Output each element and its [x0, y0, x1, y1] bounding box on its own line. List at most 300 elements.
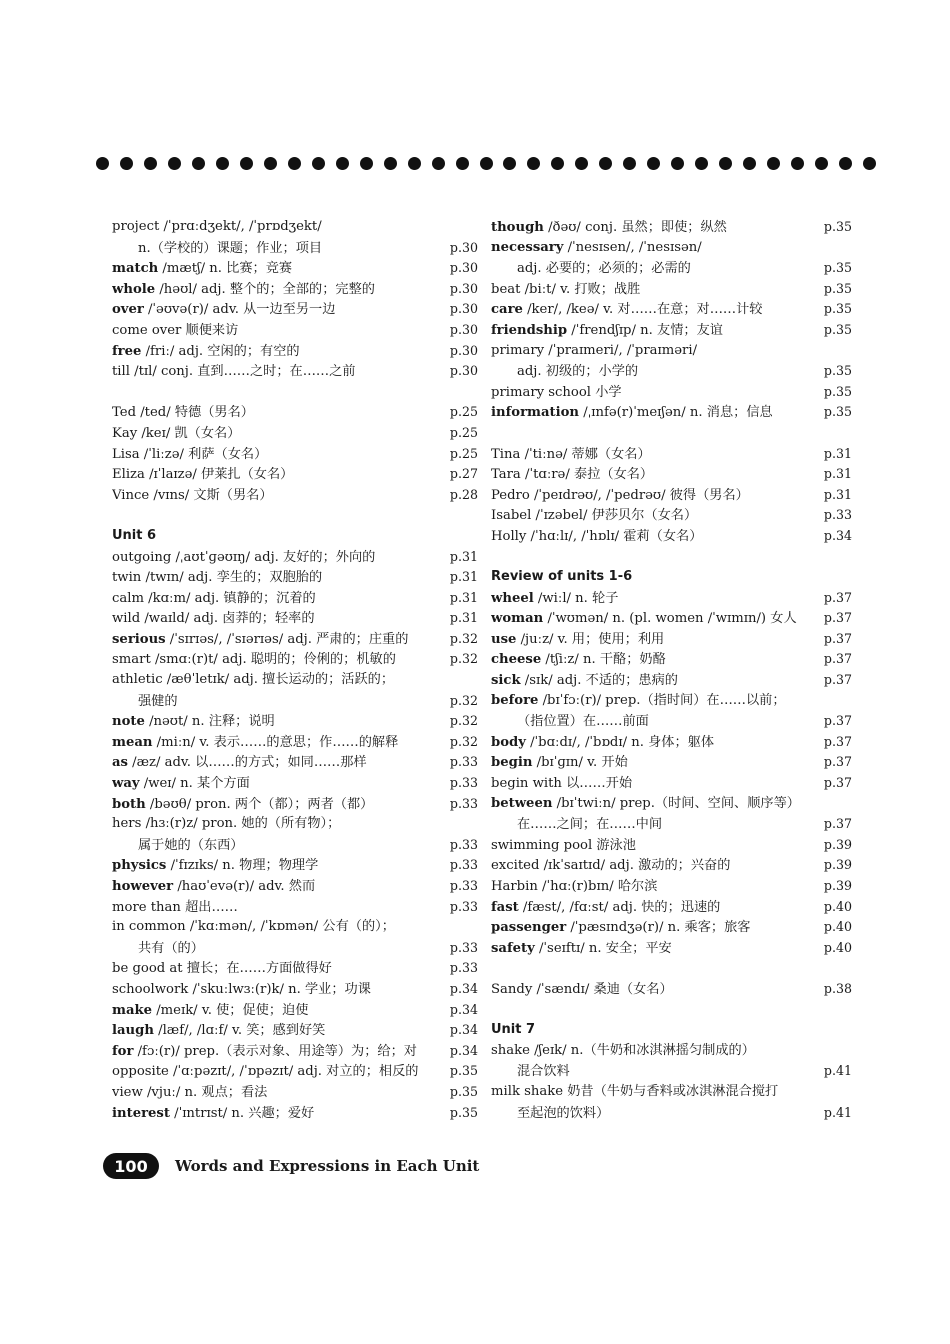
- entry-text: [491, 918, 822, 939]
- page-ref: p.37: [823, 630, 852, 646]
- vocab-entry: [112, 299, 478, 320]
- entry-continuation: [112, 938, 478, 959]
- page-ref: p.30: [449, 239, 478, 255]
- vocab-entry: [112, 752, 478, 773]
- page-ref: p.32: [449, 733, 478, 749]
- entry-continuation: [491, 361, 852, 382]
- headword: wild: [112, 611, 141, 627]
- entry-text: [491, 856, 822, 877]
- headword: before: [491, 692, 539, 708]
- vocab-entry: [112, 423, 478, 444]
- definition: 游泳池: [592, 837, 636, 853]
- entry-text: [491, 527, 822, 548]
- page-ref: p.33: [449, 754, 478, 770]
- vocab-entry: [112, 217, 478, 238]
- definition: /bɪˈɡɪn/ v. 开始: [532, 755, 628, 771]
- definition: /ˈtɑːrə/ 泰拉（女名）: [520, 467, 654, 483]
- headword: note: [112, 714, 145, 730]
- vocab-entry: [112, 1000, 478, 1021]
- definition: /ˈwʊmən/ n. (pl. women /ˈwɪmɪn/) 女人: [543, 611, 797, 627]
- vocab-entry: [112, 629, 478, 650]
- entry-continuation-text: 共有（的）: [138, 940, 204, 956]
- headword: Eliza: [112, 467, 145, 483]
- page-ref: p.30: [449, 280, 478, 296]
- definition: /bəʊθ/ pron. 两个（都）；两者（都）: [145, 796, 374, 812]
- vocab-entry: [112, 1041, 478, 1062]
- entry-text: [491, 383, 822, 404]
- headword: begin with: [491, 776, 562, 792]
- vocab-entry: [112, 485, 478, 506]
- headword: passenger: [491, 920, 567, 936]
- page-ref: p.35: [823, 260, 852, 276]
- vocab-entry: [112, 1061, 478, 1082]
- entry-continuation: [491, 1103, 852, 1124]
- headword: schoolwork: [112, 981, 189, 997]
- page-ref: p.37: [823, 775, 852, 791]
- page-ref: p.33: [449, 939, 478, 955]
- headword: twin: [112, 570, 142, 586]
- headword: outgoing: [112, 549, 172, 565]
- definition: /sɪk/ adj. 不适的；患病的: [520, 673, 678, 689]
- vocab-entry: [491, 897, 852, 918]
- vocab-entry: [112, 876, 478, 897]
- definition: /ˈhɑːlɪ/, /ˈhɒlɪ/ 霍莉（女名）: [526, 528, 703, 544]
- definition: /æθˈletɪk/ adj. 擅长运动的；活跃的；: [162, 672, 395, 688]
- entry-text: [112, 856, 448, 877]
- vocab-entry: [491, 979, 852, 1000]
- entry-text: [491, 609, 822, 630]
- definition: /ˈsɪrɪəs/, /ˈsɪərɪəs/ adj. 严肃的；庄重的: [165, 631, 409, 647]
- page-ref: p.32: [449, 651, 478, 667]
- entry-text: [112, 630, 448, 651]
- page-ref: p.34: [449, 980, 478, 996]
- headword: till: [112, 364, 130, 380]
- headword: Tara: [491, 467, 521, 483]
- vocab-entry: [112, 814, 478, 835]
- entry-text: [112, 589, 448, 610]
- divider-dot: [815, 157, 828, 170]
- definition: 以……开始: [561, 776, 633, 792]
- entry-text: [112, 795, 448, 816]
- entry-text: [112, 403, 448, 424]
- entry-text: [112, 774, 448, 795]
- headword: over: [112, 302, 144, 318]
- page-ref: p.32: [449, 630, 478, 646]
- entry-text: [491, 238, 822, 259]
- vocab-entry: [112, 897, 478, 918]
- divider-dot: [240, 157, 253, 170]
- divider-dot: [264, 157, 277, 170]
- definition: /wiːl/ n. 轮子: [533, 590, 619, 606]
- entry-text: [491, 691, 822, 712]
- headword: more than: [112, 899, 181, 915]
- entry-text: [491, 980, 822, 1001]
- definition: /fɔː(r)/ prep.（表示对象、用途等）为；给；对: [133, 1043, 417, 1059]
- definition: /læf/, /lɑːf/ v. 笑；感到好笑: [153, 1023, 326, 1039]
- page-ref: p.33: [449, 795, 478, 811]
- vocab-entry: [112, 279, 478, 300]
- entry-text: [112, 1001, 448, 1022]
- vocab-entry: [112, 979, 478, 1000]
- definition: /ˈnesɪsen/, /ˈnesɪsən/: [563, 239, 702, 255]
- page-ref: p.25: [449, 445, 478, 461]
- entry-text: [491, 218, 822, 239]
- vocab-entry: [491, 876, 852, 897]
- headword: swimming pool: [491, 837, 593, 853]
- headword: laugh: [112, 1023, 154, 1039]
- headword: Holly: [491, 528, 527, 544]
- definition: /weɪ/ n. 某个方面: [139, 776, 250, 792]
- page-ref: p.30: [449, 363, 478, 379]
- entry-text: [491, 280, 822, 301]
- definition: /ted/ 特德（男名）: [136, 405, 254, 421]
- entry-text: [112, 465, 448, 486]
- entry-text: [112, 362, 448, 383]
- vocab-entry: [112, 547, 478, 568]
- vocab-entry: [112, 649, 478, 670]
- entry-text: [491, 877, 822, 898]
- definition: /ˌaʊtˈɡəʊɪŋ/ adj. 友好的；外向的: [171, 549, 376, 565]
- vocab-entry: [491, 464, 852, 485]
- divider-dot: [503, 157, 516, 170]
- dotted-divider: [96, 152, 876, 174]
- spacer: [491, 547, 852, 568]
- headword: athletic: [112, 672, 163, 688]
- page-ref: p.30: [449, 260, 478, 276]
- section-heading-text: Unit 6: [112, 527, 157, 543]
- headword: Isabel: [491, 508, 532, 524]
- headword: as: [112, 755, 128, 771]
- entry-text: [112, 280, 448, 301]
- definition: 奶昔（牛奶与香料或冰淇淋混合搅打: [563, 1083, 779, 1099]
- definition: /ˌɪnfə(r)ˈmeɪʃən/ n. 消息；信息: [579, 405, 773, 421]
- entry-continuation-text: adj. 必要的；必须的；必需的: [517, 261, 691, 277]
- entry-text: [112, 733, 448, 754]
- definition: /juːz/ v. 用；使用；利用: [516, 631, 665, 647]
- entry-text: [112, 609, 448, 630]
- headword: Pedro: [491, 487, 530, 503]
- vocab-entry: [491, 732, 852, 753]
- entry-text: [491, 445, 822, 466]
- headword: wheel: [491, 590, 534, 606]
- vocab-entry: [112, 917, 478, 938]
- vocab-entry: [112, 855, 478, 876]
- vocab-entry: [112, 444, 478, 465]
- headword: view: [112, 1084, 143, 1100]
- divider-dot: [743, 157, 756, 170]
- vocab-entry: [491, 299, 852, 320]
- definition: /meɪk/ v. 使；促使；迫使: [152, 1002, 309, 1018]
- vocab-entry: [491, 855, 852, 876]
- divider-dot: [575, 157, 588, 170]
- headword: cheese: [491, 652, 542, 668]
- headword: calm: [112, 590, 144, 606]
- divider-dot: [527, 157, 540, 170]
- vocab-entry: [112, 711, 478, 732]
- entry-text: [491, 300, 822, 321]
- definition: 小学: [591, 384, 622, 400]
- page-ref: p.37: [823, 651, 852, 667]
- vocab-entry: [112, 464, 478, 485]
- page-ref: p.31: [823, 486, 852, 502]
- headword: excited: [491, 858, 540, 874]
- footer-title: Words and Expressions in Each Unit: [175, 1157, 480, 1175]
- definition: /haʊˈevə(r)/ adv. 然而: [173, 879, 316, 894]
- vocab-entry: [491, 402, 852, 423]
- entry-text: [112, 486, 448, 507]
- entry-continuation: [112, 835, 478, 856]
- divider-dot: [288, 157, 301, 170]
- divider-dot: [767, 157, 780, 170]
- definition: /ˈbɑːdɪ/, /ˈbɒdɪ/ n. 身体；躯体: [525, 734, 715, 750]
- spacer: [491, 423, 852, 444]
- vocab-entry: [112, 320, 478, 341]
- page-ref: p.40: [823, 898, 852, 914]
- headword: serious: [112, 631, 166, 647]
- page-number: 100: [103, 1153, 159, 1179]
- entry-text: [491, 486, 822, 507]
- headword: body: [491, 734, 526, 750]
- headword: care: [491, 302, 523, 318]
- headword: use: [491, 631, 517, 647]
- vocab-entry: [491, 649, 852, 670]
- entry-text: [112, 300, 448, 321]
- definition: /smɑː(r)t/ adj. 聪明的；伶俐的；机敏的: [150, 652, 396, 668]
- page-ref: p.39: [823, 857, 852, 873]
- headword: shake: [491, 1042, 530, 1058]
- headword: primary: [491, 342, 545, 358]
- entry-continuation-text: 至起泡的饮料）: [517, 1105, 610, 1121]
- divider-dot: [216, 157, 229, 170]
- page-ref: p.35: [823, 219, 852, 234]
- vocab-entry: [491, 629, 852, 650]
- divider-dot: [168, 157, 181, 170]
- definition: /ˈfrendʃɪp/ n. 友情；友谊: [567, 322, 723, 338]
- divider-dot: [432, 157, 445, 170]
- definition: /twɪn/ adj. 孪生的；双胞胎的: [141, 570, 323, 586]
- vocab-entry: [112, 588, 478, 609]
- vocab-entry: [491, 1082, 852, 1103]
- page-ref: p.33: [449, 898, 478, 914]
- page-ref: p.40: [823, 919, 852, 935]
- definition: 超出……: [180, 899, 238, 915]
- entry-text: [491, 1041, 822, 1062]
- vocab-entry: [491, 835, 852, 856]
- page-ref: p.35: [823, 301, 852, 317]
- divider-dot: [551, 157, 564, 170]
- entry-continuation-text: adj. 初级的；小学的: [517, 364, 639, 380]
- page-ref: p.33: [449, 775, 478, 791]
- entry-text: [491, 341, 822, 362]
- vocab-entry: [112, 670, 478, 691]
- page-ref: p.27: [449, 466, 478, 482]
- vocab-entry: [112, 258, 478, 279]
- entry-text: [491, 403, 822, 424]
- divider-dot: [623, 157, 636, 170]
- page-ref: p.33: [449, 857, 478, 873]
- page-ref: p.32: [449, 692, 478, 708]
- section-heading: [491, 567, 852, 588]
- vocab-entry: [112, 567, 478, 588]
- entry-text: [112, 1042, 448, 1063]
- entry-text: [112, 217, 448, 238]
- headword: project: [112, 219, 160, 234]
- definition: /vjuː/ n. 观点；看法: [142, 1084, 268, 1100]
- vocab-entry: [112, 402, 478, 423]
- page-ref: p.34: [449, 1022, 478, 1038]
- page-ref: p.31: [823, 445, 852, 461]
- divider-dot: [791, 157, 804, 170]
- definition: /biːt/ v. 打败；战胜: [520, 281, 641, 297]
- entry-text: [491, 671, 822, 692]
- entry-text: [112, 568, 448, 589]
- vocab-entry: [112, 1082, 478, 1103]
- entry-text: [491, 774, 822, 795]
- page-ref: p.30: [449, 321, 478, 337]
- definition: /tʃiːz/ n. 干酪；奶酪: [541, 652, 666, 668]
- vocab-entry: [491, 773, 852, 794]
- headword: match: [112, 261, 159, 277]
- page-ref: p.31: [449, 610, 478, 626]
- vocab-entry: [491, 217, 852, 238]
- definition: /ˈəʊvə(r)/ adv. 从一边至另一边: [143, 302, 336, 318]
- divider-dot: [839, 157, 852, 170]
- divider-dot: [480, 157, 493, 170]
- headword: safety: [491, 940, 535, 956]
- headword: way: [112, 776, 140, 792]
- definition: /miːn/ v. 表示……的意思；作……的解释: [152, 734, 399, 750]
- page-ref: p.37: [823, 754, 852, 770]
- headword: Sandy: [491, 981, 533, 997]
- page-ref: p.33: [449, 960, 478, 976]
- vocab-entry: [112, 361, 478, 382]
- vocab-entry: [491, 505, 852, 526]
- entry-text: [491, 753, 822, 774]
- vocab-entry: [491, 341, 852, 362]
- entry-text: [491, 939, 822, 960]
- vocab-entry: [491, 1041, 852, 1062]
- entry-text: [491, 836, 822, 857]
- entry-continuation: [112, 238, 478, 259]
- divider-dot: [599, 157, 612, 170]
- headword: Harbin: [491, 879, 538, 894]
- entry-text: [112, 959, 448, 980]
- headword: Ted: [112, 405, 137, 421]
- definition: /həʊl/ adj. 整个的；全部的；完整的: [155, 281, 375, 297]
- headword: opposite: [112, 1064, 169, 1080]
- headword: both: [112, 796, 146, 812]
- vocab-entry: [491, 670, 852, 691]
- vocab-entry: [491, 608, 852, 629]
- definition: /ʃeɪk/ n.（牛奶和冰淇淋摇匀制成的）: [529, 1042, 755, 1058]
- page-ref: p.30: [449, 301, 478, 317]
- definition: /ˈskuːlwɜː(r)k/ n. 学业；功课: [188, 981, 371, 997]
- entry-text: [112, 814, 448, 835]
- definition: /vɪns/ 文斯（男名）: [149, 487, 273, 503]
- page-ref: p.41: [823, 1063, 852, 1079]
- page-footer: [103, 1153, 479, 1179]
- definition: /ˈpeɪdrəʊ/, /ˈpedrəʊ/ 彼得（男名）: [529, 487, 749, 503]
- vocab-entry: [491, 588, 852, 609]
- section-heading-text: Review of units 1-6: [491, 569, 633, 585]
- definition: /ˈɪntrɪst/ n. 兴趣；爱好: [169, 1105, 315, 1121]
- headword: beat: [491, 281, 521, 297]
- page-ref: p.34: [449, 1001, 478, 1017]
- entry-continuation-text: 混合饮料: [517, 1064, 570, 1080]
- spacer: [491, 1000, 852, 1021]
- definition: /ˈkɑːmən/, /ˈkɒmən/ 公有（的）；: [185, 919, 395, 935]
- definition: /bɪˈtwiːn/ prep.（时间、空间、顺序等）: [552, 795, 800, 811]
- headword: necessary: [491, 239, 564, 255]
- page-ref: p.35: [449, 1104, 478, 1120]
- headword: Kay: [112, 425, 138, 441]
- definition: /hɜː(r)z/ pron. 她的（所有物）；: [141, 816, 341, 832]
- page-ref: p.39: [823, 878, 852, 893]
- page-ref: p.31: [449, 589, 478, 605]
- entry-continuation-text: 在……之间；在……中间: [517, 817, 663, 833]
- spacer: [112, 505, 478, 526]
- headword: smart: [112, 652, 151, 668]
- headword: woman: [491, 611, 544, 627]
- page-ref: p.32: [449, 713, 478, 729]
- page-ref: p.28: [449, 486, 478, 502]
- divider-dot: [408, 157, 421, 170]
- page-ref: p.37: [823, 733, 852, 749]
- entry-text: [491, 898, 822, 919]
- headword: sick: [491, 673, 521, 689]
- headword: friendship: [491, 322, 568, 338]
- vocab-entry: [112, 794, 478, 815]
- definition: /keɪ/ 凯（女名）: [137, 425, 241, 441]
- vocab-entry: [112, 341, 478, 362]
- entry-text: [112, 877, 448, 898]
- definition: /mætʃ/ n. 比赛；竞赛: [158, 261, 293, 277]
- page-ref: p.37: [823, 610, 852, 626]
- divider-dot: [96, 157, 109, 170]
- entry-text: [112, 342, 448, 363]
- headword: mean: [112, 734, 153, 750]
- headword: however: [112, 879, 174, 894]
- divider-dot: [695, 157, 708, 170]
- page-ref: p.25: [449, 404, 478, 420]
- headword: milk shake: [491, 1083, 564, 1099]
- headword: be good at: [112, 961, 183, 977]
- vocab-entry: [491, 938, 852, 959]
- definition: /bɪˈfɔː(r)/ prep.（指时间）在……以前；: [538, 692, 786, 708]
- divider-dot: [144, 157, 157, 170]
- headword: make: [112, 1002, 153, 1018]
- entry-continuation-text: 属于她的（东西）: [138, 837, 244, 853]
- entry-text: [112, 980, 448, 1001]
- entry-text: [112, 712, 448, 733]
- vocab-entry: [491, 691, 852, 712]
- page-ref: p.33: [449, 878, 478, 893]
- page-ref: p.35: [449, 1063, 478, 1079]
- definition: /friː/ adj. 空闲的；有空的: [141, 343, 300, 359]
- divider-dot: [719, 157, 732, 170]
- headword: primary school: [491, 384, 592, 400]
- entry-continuation: [491, 814, 852, 835]
- section-heading-text: Unit 7: [491, 1022, 536, 1038]
- entry-text: [491, 733, 822, 754]
- entry-text: [112, 1104, 448, 1125]
- vocab-entry: [491, 279, 852, 300]
- divider-dot: [384, 157, 397, 170]
- entry-text: [112, 670, 448, 691]
- headword: begin: [491, 755, 533, 771]
- page-ref: p.31: [449, 548, 478, 564]
- headword: physics: [112, 858, 167, 874]
